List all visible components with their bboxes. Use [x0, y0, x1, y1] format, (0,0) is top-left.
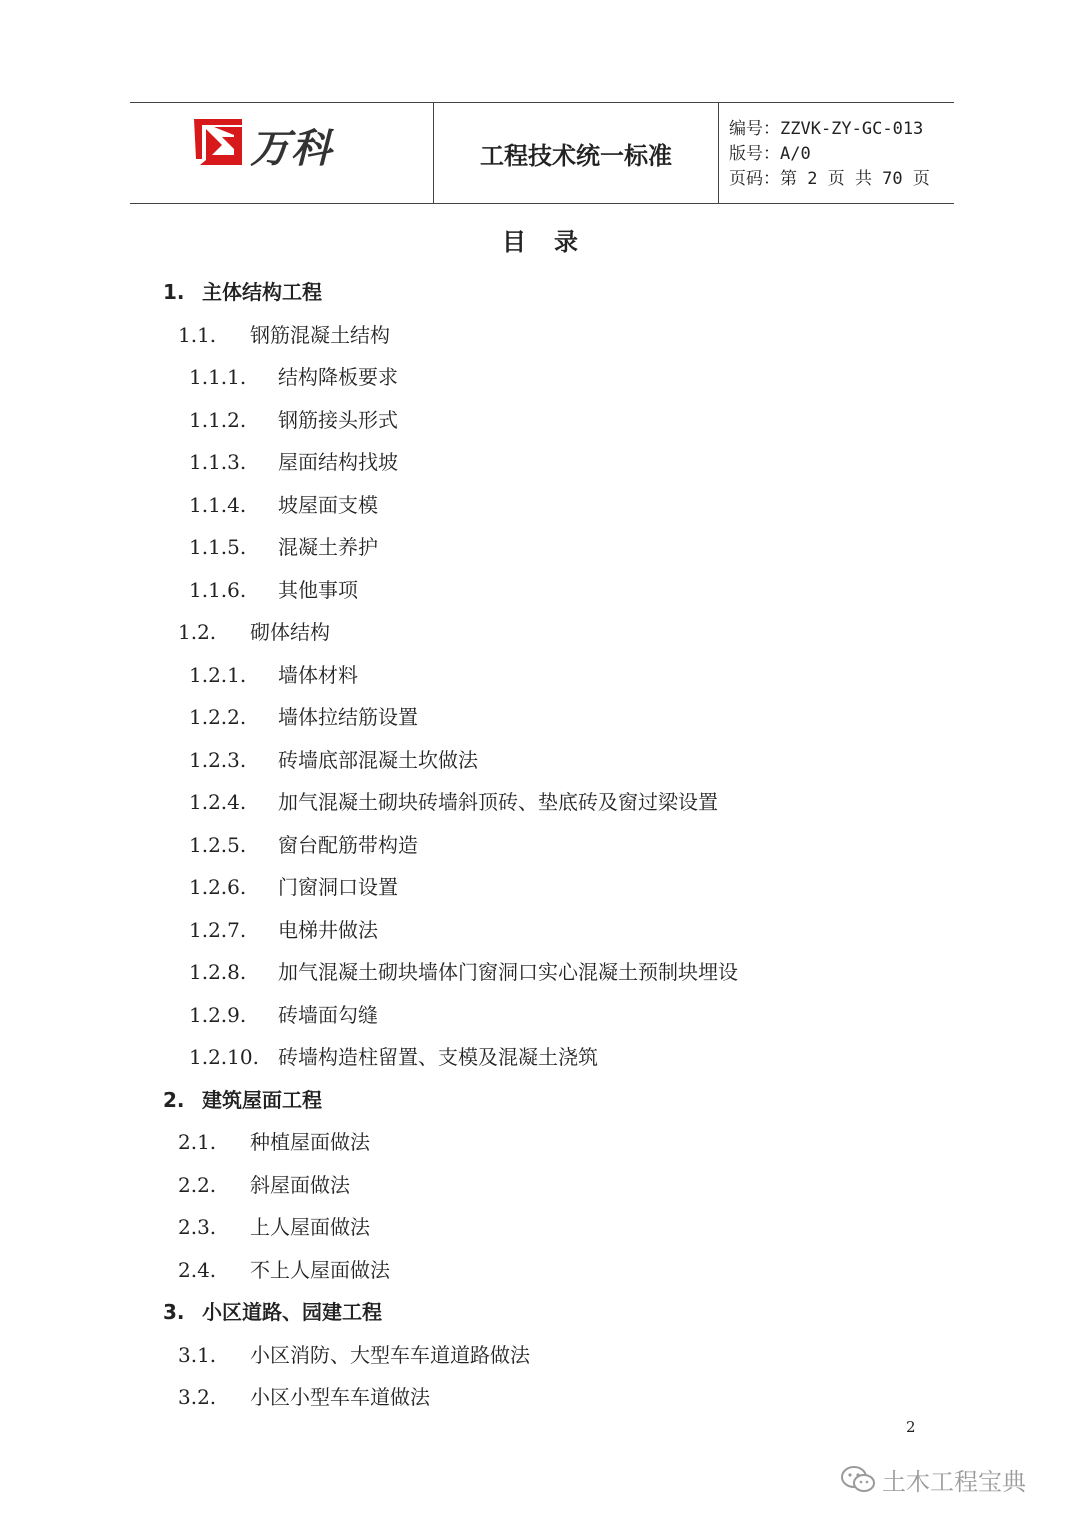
toc-item-number: 1.2.9. [189, 1002, 247, 1027]
toc-item-text: 加气混凝土砌块砖墙斜顶砖、垫底砖及窗过梁设置 [278, 790, 718, 814]
toc-item-number: 1.2.7. [189, 917, 247, 942]
toc-item-text: 其他事项 [278, 577, 358, 602]
toc-item[interactable] [0, 570, 1080, 610]
toc-item-number: 1.1.3. [189, 450, 247, 474]
toc-item-number: 2.2. [178, 1172, 217, 1197]
toc-item-number: 1.2. [178, 620, 217, 644]
toc-item[interactable] [0, 952, 1080, 992]
toc-item-text: 钢筋接头形式 [278, 407, 398, 432]
toc-item[interactable] [0, 867, 1080, 907]
toc-item-text: 墙体材料 [278, 662, 358, 687]
toc-item[interactable] [0, 782, 1080, 822]
toc-item[interactable] [0, 485, 1080, 525]
toc-item[interactable] [0, 910, 1080, 950]
toc-item-number: 1.1.4. [189, 492, 247, 517]
toc-item[interactable] [0, 1037, 1080, 1077]
toc-item-text: 门窗洞口设置 [278, 875, 398, 899]
toc-item-number: 1.2.8. [189, 960, 247, 984]
toc-item-text: 砖墙面勾缝 [278, 1002, 378, 1027]
toc-item-text: 小区道路、园建工程 [202, 1300, 382, 1324]
toc-item[interactable] [0, 995, 1080, 1035]
toc-item-text: 屋面结构找坡 [278, 450, 398, 474]
toc-item-number: 1.2.10. [189, 1045, 259, 1069]
toc-item-text: 钢筋混凝土结构 [250, 322, 390, 347]
toc-item-text: 小区小型车车道做法 [250, 1385, 430, 1409]
toc-item-number: 1.1.6. [189, 577, 247, 602]
toc-item[interactable] [0, 400, 1080, 440]
toc-item-text: 窗台配筋带构造 [278, 832, 418, 857]
document-page-info: 页码：第 2 页 共 70 页 [729, 169, 930, 189]
toc-item-number: 1.1. [178, 322, 217, 347]
document-meta [719, 103, 954, 203]
toc-item-text: 加气混凝土砌块墙体门窗洞口实心混凝土预制块埋设 [278, 960, 738, 984]
toc-item-number: 1.2.6. [189, 875, 247, 899]
toc-item[interactable] [0, 697, 1080, 737]
document-title: 工程技术统一标准 [434, 103, 719, 203]
toc-item[interactable] [0, 1165, 1080, 1205]
toc-item[interactable] [0, 442, 1080, 482]
toc-item[interactable] [0, 1292, 1080, 1332]
document-header [130, 102, 954, 204]
toc-item[interactable] [0, 357, 1080, 397]
toc-item-text: 种植屋面做法 [250, 1130, 370, 1154]
toc-item-number: 1.2.3. [189, 747, 247, 772]
vanke-logo-icon [192, 115, 246, 169]
toc-item[interactable] [0, 825, 1080, 865]
toc-item-text: 墙体拉结筋设置 [278, 705, 418, 729]
toc-item-number: 2. [163, 1087, 185, 1112]
toc-item-number: 1. [163, 280, 185, 304]
toc-item[interactable] [0, 612, 1080, 652]
logo-cell [130, 103, 434, 203]
toc-item-text: 上人屋面做法 [250, 1215, 370, 1239]
toc-item-number: 1.1.5. [189, 535, 247, 559]
toc-item[interactable] [0, 1250, 1080, 1290]
toc-title: 目录 [502, 228, 606, 256]
toc-item[interactable] [0, 1335, 1080, 1375]
toc-item-number: 2.4. [178, 1257, 217, 1282]
logo-text: 万科 [250, 126, 332, 172]
toc-item-text: 斜屋面做法 [250, 1172, 350, 1197]
toc-item[interactable] [0, 1122, 1080, 1162]
document-code: 编号：ZZVK-ZY-GC-013 [729, 119, 924, 139]
toc-item-number: 2.3. [178, 1215, 217, 1239]
toc-item-number: 3.1. [178, 1342, 217, 1367]
toc-item-text: 砌体结构 [250, 620, 330, 644]
toc-item[interactable] [0, 527, 1080, 567]
document-version: 版号：A/0 [729, 144, 811, 164]
toc-item-text: 混凝土养护 [278, 535, 378, 559]
toc-item[interactable] [0, 740, 1080, 780]
toc-item-number: 3. [163, 1300, 185, 1324]
page-number: 2 [906, 1418, 916, 1436]
toc-item-text: 电梯井做法 [278, 917, 378, 942]
toc-item-text: 不上人屋面做法 [250, 1257, 390, 1282]
toc-item-text: 小区消防、大型车车道道路做法 [250, 1342, 530, 1367]
toc-item-text: 结构降板要求 [278, 365, 398, 389]
toc-item-number: 1.1.2. [189, 407, 247, 432]
toc-item[interactable] [0, 655, 1080, 695]
toc-item-number: 1.2.2. [189, 705, 247, 729]
toc-item-text: 砖墙构造柱留置、支模及混凝土浇筑 [278, 1045, 598, 1069]
toc-item-text: 坡屋面支模 [278, 492, 378, 517]
toc-item-number: 1.2.1. [189, 662, 247, 687]
toc-item-text: 建筑屋面工程 [202, 1087, 322, 1112]
toc-item-number: 1.2.4. [189, 790, 247, 814]
toc-item-number: 1.2.5. [189, 832, 247, 857]
watermark-text: 土木工程宝典 [882, 1468, 1026, 1496]
toc-item[interactable] [0, 1080, 1080, 1120]
watermark [840, 1462, 1026, 1497]
toc-item-number: 3.2. [178, 1385, 217, 1409]
toc-item-number: 1.1.1. [189, 365, 247, 389]
toc-item-text: 砖墙底部混凝土坎做法 [278, 747, 478, 772]
toc-item[interactable] [0, 272, 1080, 312]
toc-item[interactable] [0, 1207, 1080, 1247]
toc-item-text: 主体结构工程 [202, 280, 322, 304]
toc-item[interactable] [0, 315, 1080, 355]
toc-item-number: 2.1. [178, 1130, 217, 1154]
wechat-icon [840, 1465, 876, 1495]
toc-item[interactable] [0, 1377, 1080, 1417]
